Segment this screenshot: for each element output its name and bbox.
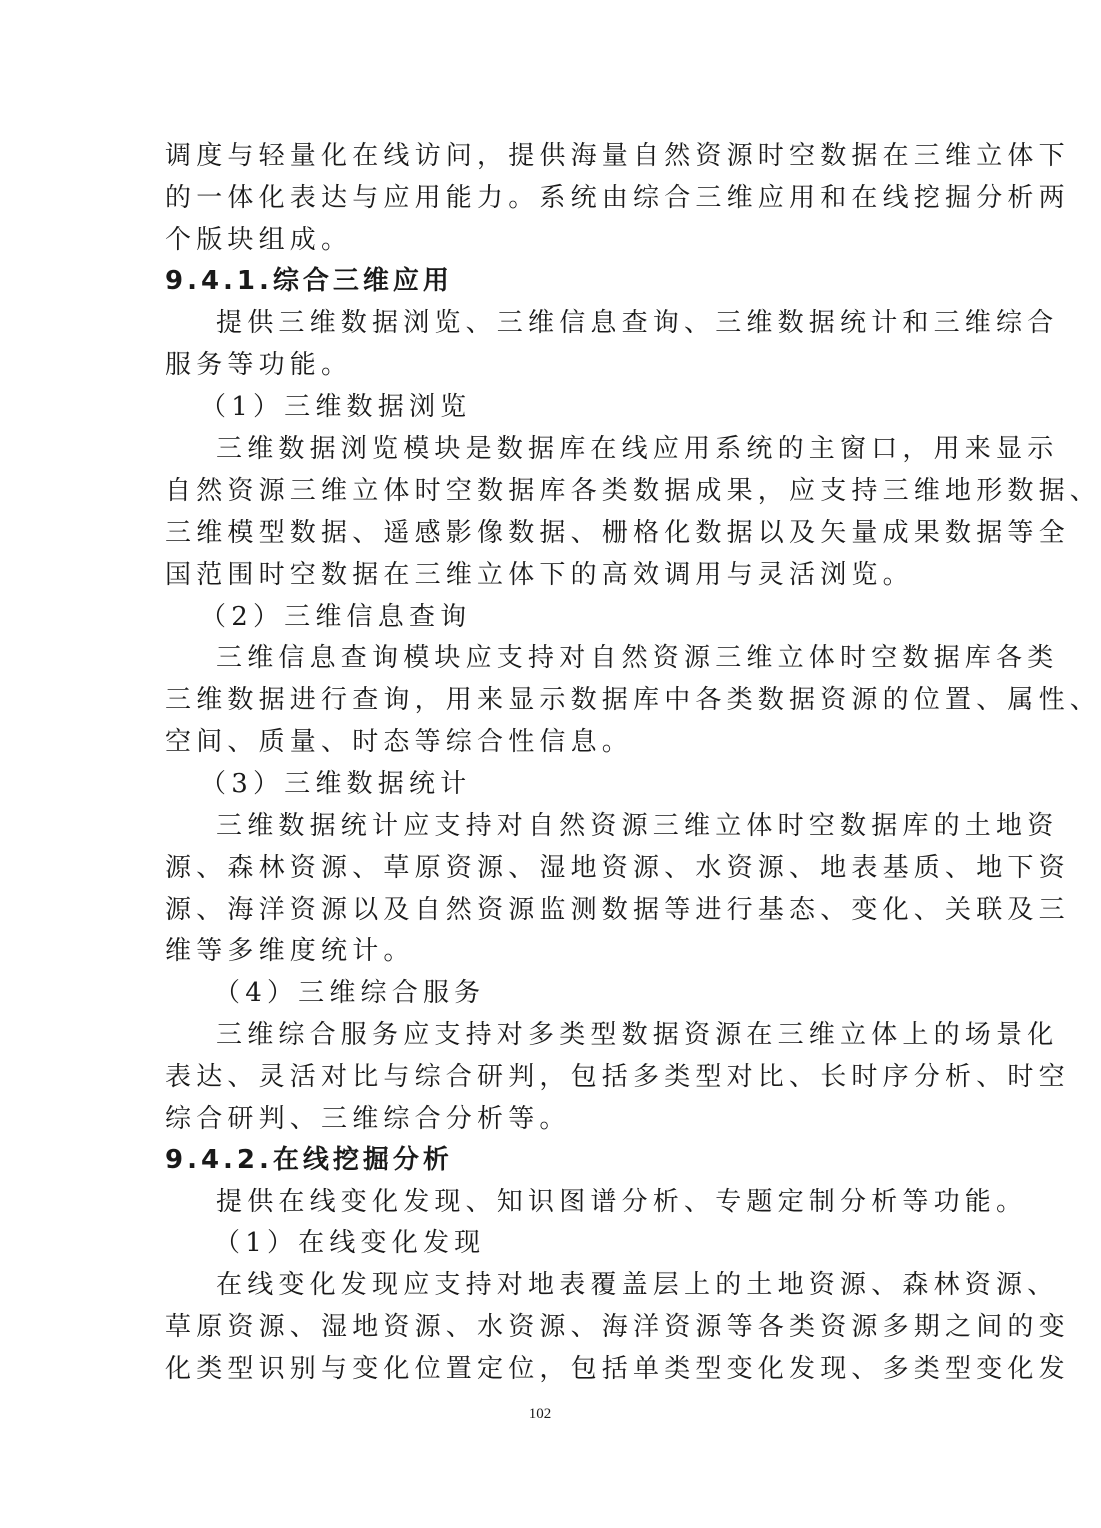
section-heading-9-4-2: 9.4.2.在线挖掘分析 (165, 1145, 453, 1175)
item-heading: （3）三维数据统计 (200, 769, 472, 799)
section-heading-9-4-1: 9.4.1.综合三维应用 (165, 266, 453, 296)
body-line: 服务等功能。 (165, 350, 353, 380)
body-line: 表达、灵活对比与综合研判，包括多类型对比、长时序分析、时空 (165, 1062, 1070, 1092)
body-line: 三维模型数据、遥感影像数据、栅格化数据以及矢量成果数据等全 (165, 518, 1070, 548)
body-line: 草原资源、湿地资源、水资源、海洋资源等各类资源多期之间的变 (165, 1312, 1070, 1342)
body-line: 自然资源三维立体时空数据库各类数据成果，应支持三维地形数据、 (165, 476, 1101, 506)
body-line: 三维信息查询模块应支持对自然资源三维立体时空数据库各类 (216, 643, 1059, 673)
body-line: 三维数据浏览模块是数据库在线应用系统的主窗口，用来显示 (216, 434, 1059, 464)
body-line: 三维数据统计应支持对自然资源三维立体时空数据库的土地资 (216, 811, 1059, 841)
body-line: 的一体化表达与应用能力。系统由综合三维应用和在线挖掘分析两 (165, 183, 1070, 213)
body-line: 三维数据进行查询，用来显示数据库中各类数据资源的位置、属性、 (165, 685, 1101, 715)
body-line: 提供三维数据浏览、三维信息查询、三维数据统计和三维综合 (216, 308, 1059, 338)
body-line: 个版块组成。 (165, 225, 353, 255)
item-heading: （4）三维综合服务 (214, 978, 486, 1008)
body-line: 源、海洋资源以及自然资源监测数据等进行基态、变化、关联及三 (165, 895, 1070, 925)
body-line: 综合研判、三维综合分析等。 (165, 1104, 571, 1134)
item-heading: （2）三维信息查询 (200, 602, 472, 632)
body-line: 调度与轻量化在线访问，提供海量自然资源时空数据在三维立体下 (165, 141, 1070, 171)
body-line: 维等多维度统计。 (165, 936, 415, 966)
body-line: 提供在线变化发现、知识图谱分析、专题定制分析等功能。 (216, 1187, 1028, 1217)
page-number: 102 (528, 1406, 552, 1422)
item-heading: （1）在线变化发现 (214, 1228, 486, 1258)
body-line: 源、森林资源、草原资源、湿地资源、水资源、地表基质、地下资 (165, 853, 1070, 883)
body-line: 三维综合服务应支持对多类型数据资源在三维立体上的场景化 (216, 1020, 1059, 1050)
item-heading: （1）三维数据浏览 (200, 392, 472, 422)
body-line: 国范围时空数据在三维立体下的高效调用与灵活浏览。 (165, 560, 914, 590)
body-line: 化类型识别与变化位置定位，包括单类型变化发现、多类型变化发 (165, 1354, 1070, 1384)
body-line: 在线变化发现应支持对地表覆盖层上的土地资源、森林资源、 (216, 1270, 1059, 1300)
body-line: 空间、质量、时态等综合性信息。 (165, 727, 634, 757)
